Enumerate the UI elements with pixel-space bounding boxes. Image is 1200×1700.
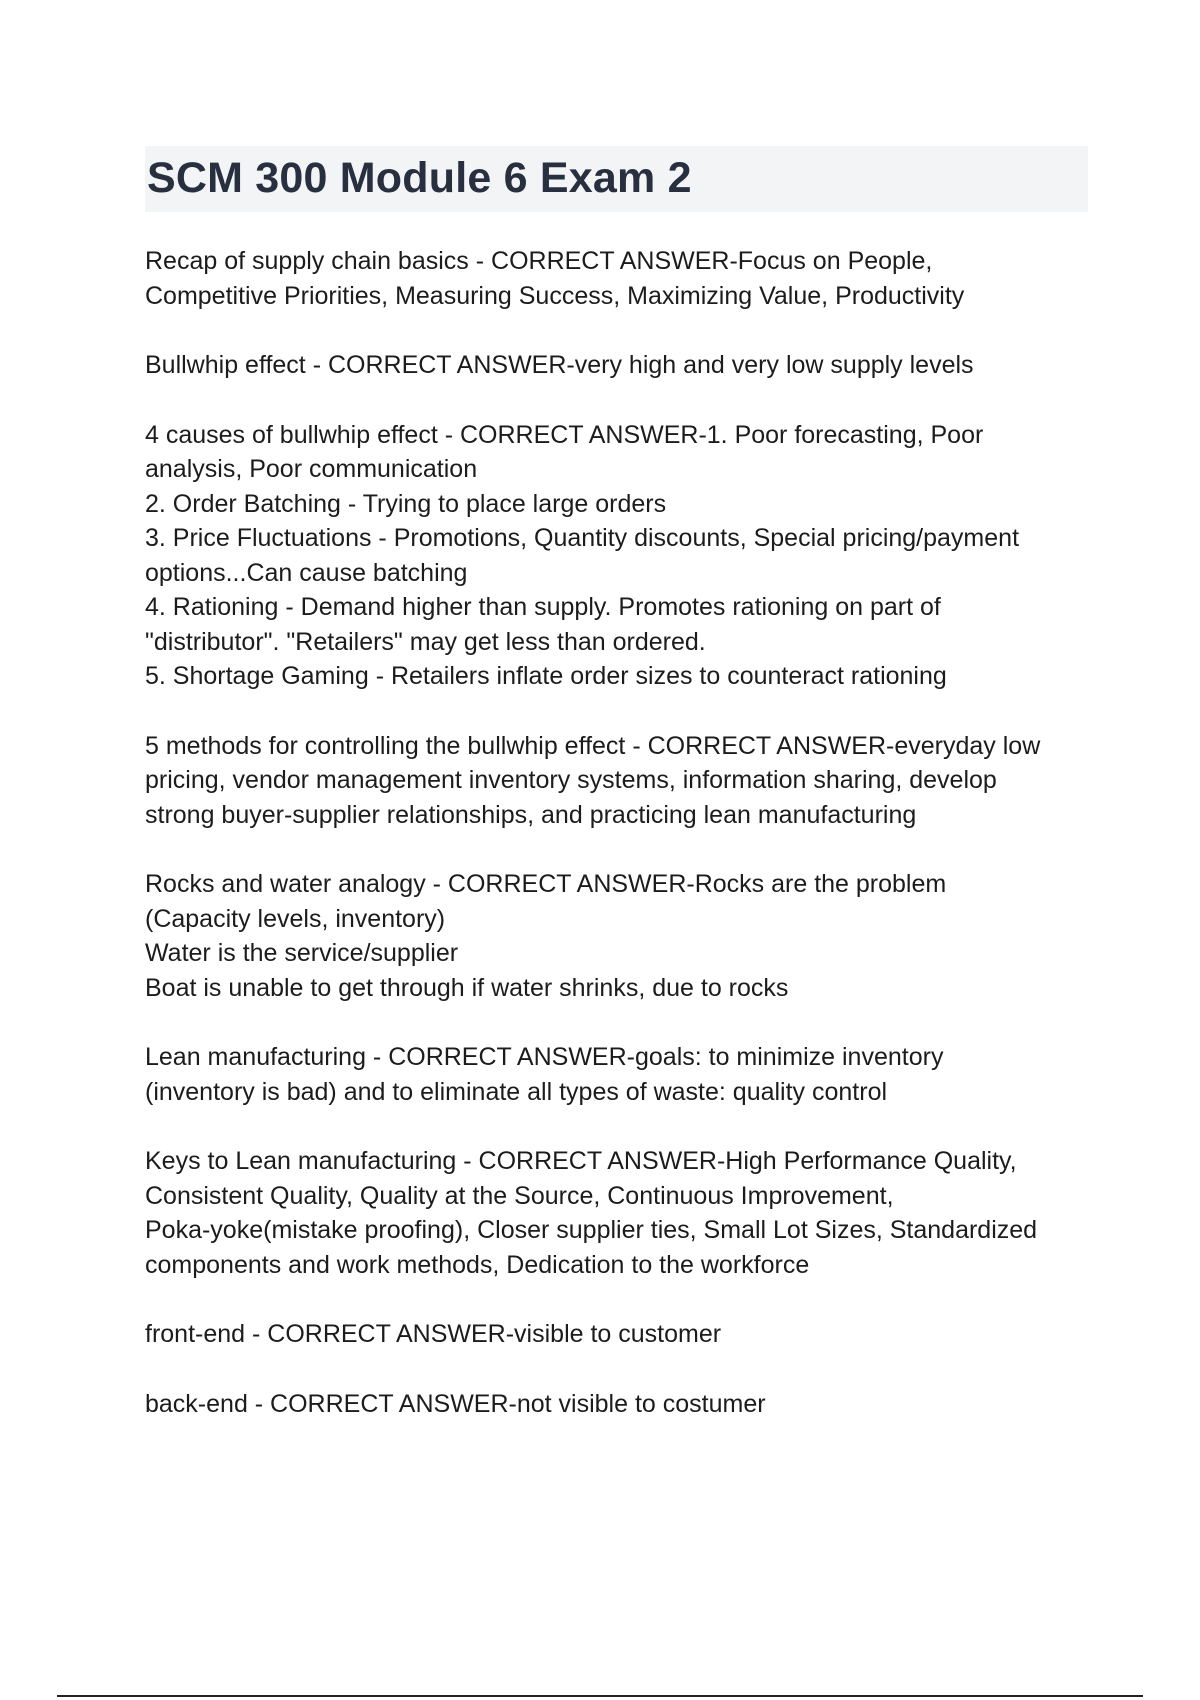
qa-entry-line: strong buyer-supplier relationships, and practicing lean manufacturing xyxy=(145,800,917,829)
qa-entry-line: Recap of supply chain basics - CORRECT ANSWER-Focus on People, xyxy=(145,247,933,275)
qa-entry-line: 3. Price Fluctuations - Promotions, Quantity discounts, Special pricing/payment xyxy=(145,524,1020,552)
title-banner xyxy=(145,146,1088,212)
qa-entry-line: back-end - CORRECT ANSWER-not visible to costumer xyxy=(145,1389,766,1418)
qa-entry-line: Lean manufacturing - CORRECT ANSWER-goals: to minimize inventory xyxy=(145,1043,944,1071)
qa-entry xyxy=(145,729,1095,833)
qa-entry-line: Keys to Lean manufacturing - CORRECT ANSWER-High Performance Quality, xyxy=(145,1147,1017,1175)
qa-entry xyxy=(145,348,1095,383)
qa-entry-line: 5 methods for controlling the bullwhip effect - CORRECT ANSWER-everyday low xyxy=(145,731,1041,760)
qa-entry-line: analysis, Poor communication xyxy=(145,455,478,483)
qa-entry xyxy=(145,867,1095,1005)
qa-entry-line: "distributor". "Retailers" may get less than ordered. xyxy=(145,627,706,656)
qa-entry-line: Bullwhip effect - CORRECT ANSWER-very high and very low supply levels xyxy=(145,351,974,379)
qa-entry-line: 5. Shortage Gaming - Retailers inflate order sizes to counteract rationing xyxy=(145,662,947,690)
qa-entry-line: 4. Rationing - Demand higher than supply. Promotes rationing on part of xyxy=(145,593,941,621)
qa-entry xyxy=(145,244,1095,313)
qa-entry xyxy=(145,1317,1095,1352)
qa-entry xyxy=(145,1040,1095,1109)
qa-entry-line: Poka-yoke(mistake proofing), Closer supplier ties, Small Lot Sizes, Standardized xyxy=(145,1216,1038,1244)
qa-entry-line: (Capacity levels, inventory) xyxy=(145,904,446,933)
qa-entry-line: Competitive Priorities, Measuring Success, Maximizing Value, Productivity xyxy=(145,281,965,310)
qa-entry-line: components and work methods, Dedication to the workforce xyxy=(145,1250,810,1279)
qa-entry-line: 2. Order Batching - Trying to place large orders xyxy=(145,489,667,518)
qa-entry xyxy=(145,1144,1095,1282)
qa-entry-line: pricing, vendor management inventory systems, information sharing, develop xyxy=(145,766,997,794)
qa-entry-line: Water is the service/supplier xyxy=(145,939,459,967)
qa-entry-line: (inventory is bad) and to eliminate all types of waste: quality control xyxy=(145,1077,888,1106)
qa-entry-line: options...Can cause batching xyxy=(145,558,468,587)
qa-entry-line: Consistent Quality, Quality at the Source, Continuous Improvement, xyxy=(145,1181,894,1210)
qa-entry-line: 4 causes of bullwhip effect - CORRECT ANSWER-1. Poor forecasting, Poor xyxy=(145,420,984,449)
qa-entry-line: Rocks and water analogy - CORRECT ANSWER-Rocks are the problem xyxy=(145,870,947,898)
qa-entry xyxy=(145,418,1095,694)
page-title: SCM 300 Module 6 Exam 2 xyxy=(147,154,692,202)
footer-divider xyxy=(57,1695,1143,1697)
qa-entry-line: front-end - CORRECT ANSWER-visible to customer xyxy=(145,1320,722,1348)
qa-list xyxy=(145,244,1095,1456)
qa-entry-line: Boat is unable to get through if water shrinks, due to rocks xyxy=(145,973,789,1002)
qa-entry xyxy=(145,1387,1095,1422)
